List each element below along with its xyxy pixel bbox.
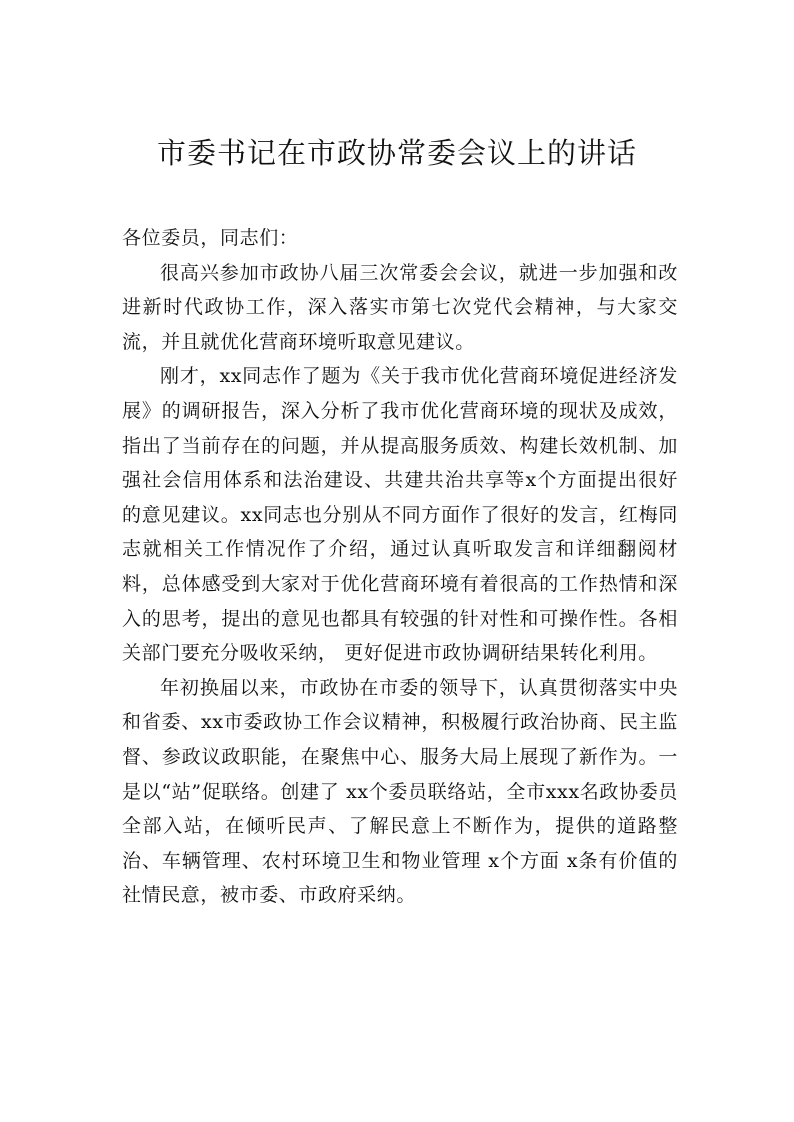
document-body <box>122 221 678 913</box>
salutation: 各位委员，同志们： <box>122 227 299 249</box>
document-title: 市委书记在市政协常委会议上的讲话 <box>156 136 637 170</box>
paragraph-work-summary: 年初换届以来，市政协在市委的领导下，认真贯彻落实中央和省委、xx市委政协工作会议精神，积极履行政治协商、民主监督、参政议政职能，在聚焦中心、服务大局上展现了新作为。一是以“站”促联络。创建了 xx个委员联络站，全市xxx名政协委员全部入站，在倾听民声、了解民意上不断作为，提供的道路整治、车辆管理、农村环境卫生和物业管理 x个方面 x条有价值的社情民意，被市委、市政府采纳。 <box>122 676 678 907</box>
paragraph-report-review: 刚才，xx同志作了题为《关于我市优化营商环境促进经济发展》的调研报告，深入分析了我市优化营商环境的现状及成效，指出了当前存在的问题，并从提高服务质效、构建长效机制、加强社会信用体系和法治建设、共建共治共享等x个方面提出很好的意见建议。xx同志也分别从不同方面作了很好的发言，红梅同志就相关工作情况作了介绍，通过认真听取发言和详细翻阅材料，总体感受到大家对于优化营商环境有着很高的工作热情和深入的思考，提出的意见也都具有较强的针对性和可操作性。各相关部门要充分吸收采纳， 更好促进市政协调研结果转化利用。 <box>122 365 678 665</box>
paragraph-opening: 很高兴参加市政协八届三次常委会会议，就进一步加强和改进新时代政协工作，深入落实市第七次党代会精神，与大家交流，并且就优化营商环境听取意见建议。 <box>122 261 678 353</box>
